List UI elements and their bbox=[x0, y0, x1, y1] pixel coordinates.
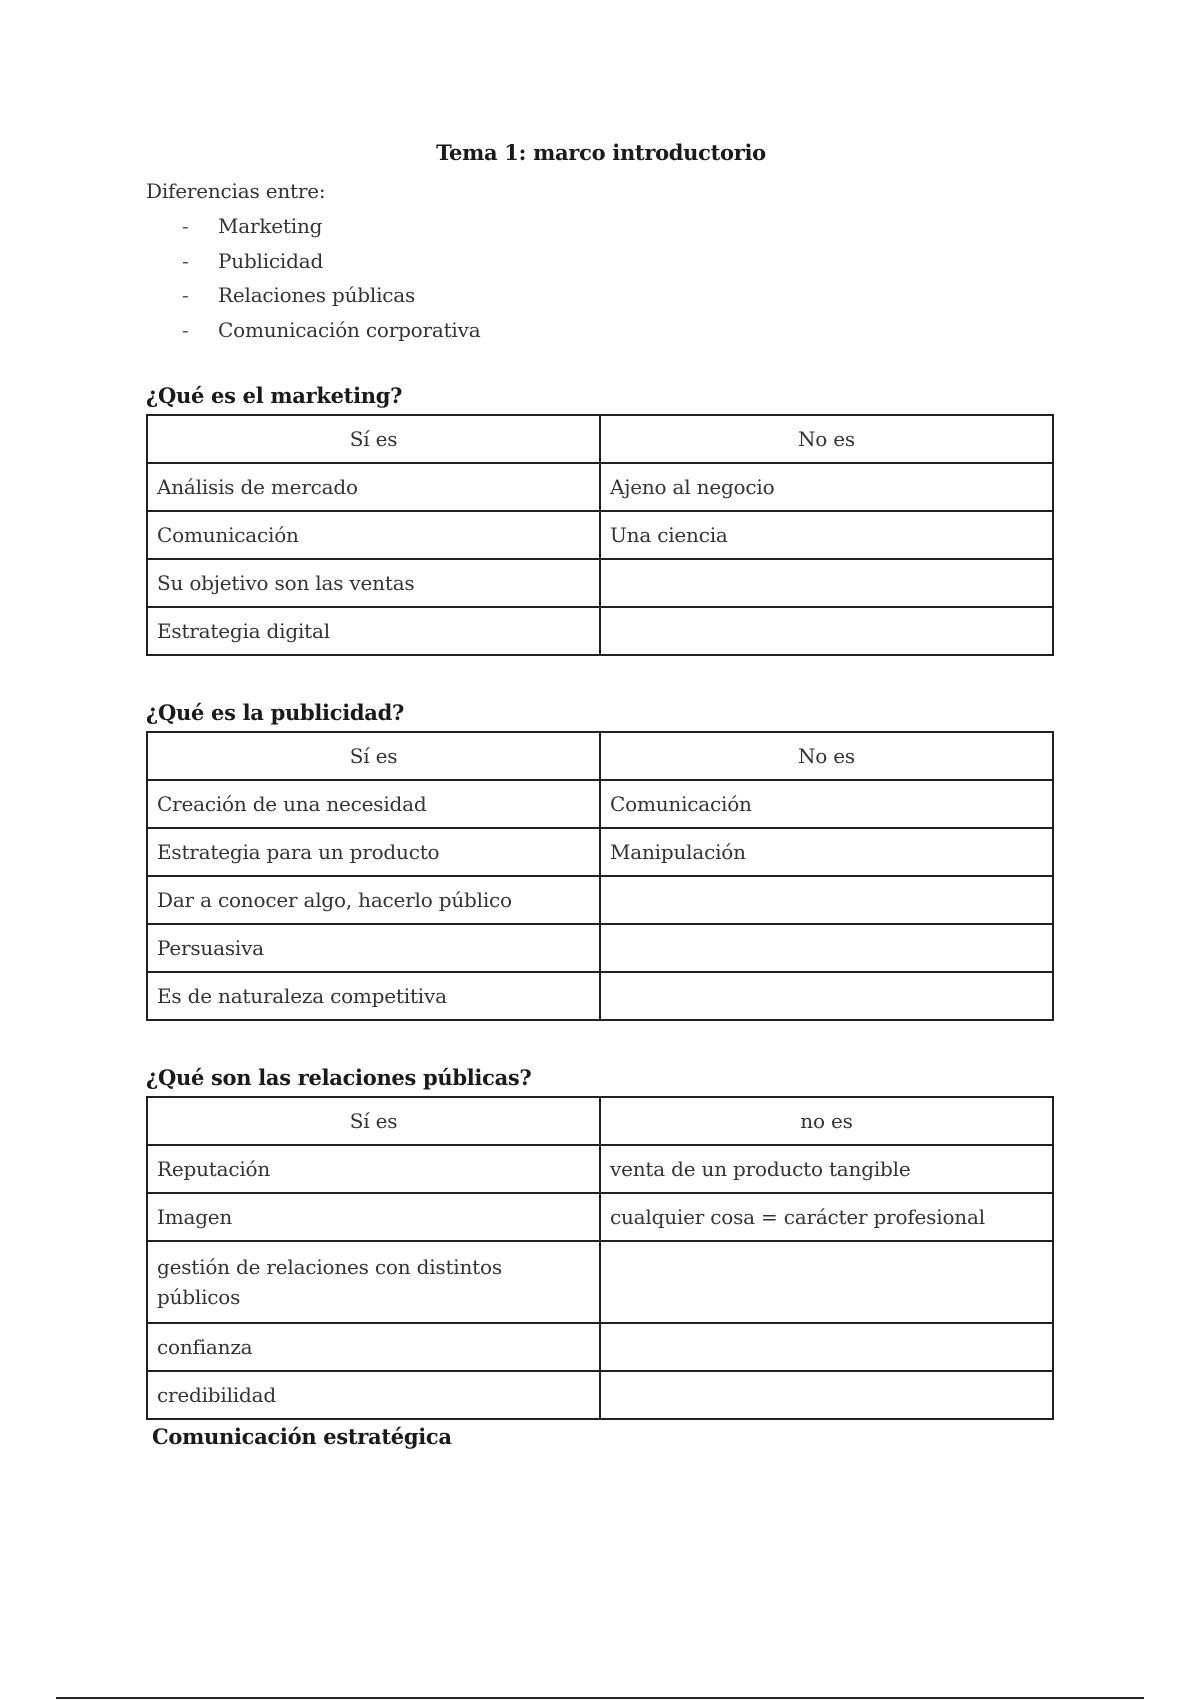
table-row bbox=[147, 1145, 1053, 1193]
marketing-heading: ¿Qué es el marketing? bbox=[146, 383, 403, 408]
table-row bbox=[147, 924, 1053, 972]
table-cell bbox=[600, 972, 1053, 1020]
table-cell: credibilidad bbox=[147, 1371, 600, 1419]
table-cell: venta de un producto tangible bbox=[600, 1145, 1053, 1193]
list-item bbox=[146, 278, 1056, 313]
document-title: Tema 1: marco introductorio bbox=[436, 140, 766, 165]
table-cell: Persuasiva bbox=[147, 924, 600, 972]
list-dash: - bbox=[182, 214, 189, 238]
list-item bbox=[146, 313, 1056, 348]
table-cell: Reputación bbox=[147, 1145, 600, 1193]
table-row bbox=[147, 828, 1053, 876]
list-dash: - bbox=[182, 283, 189, 307]
table-row bbox=[147, 511, 1053, 559]
table-cell bbox=[600, 924, 1053, 972]
list-item-label: Marketing bbox=[218, 214, 323, 238]
list-dash: - bbox=[182, 317, 189, 342]
column-header-si-es: Sí es bbox=[147, 415, 600, 463]
publicidad-table bbox=[146, 731, 1054, 1021]
table-cell: Es de naturaleza competitiva bbox=[147, 972, 600, 1020]
table-header-row bbox=[147, 1097, 1053, 1145]
table-header-row bbox=[147, 732, 1053, 780]
column-header-si-es: Sí es bbox=[147, 1097, 600, 1145]
column-header-no-es: No es bbox=[600, 732, 1053, 780]
table-cell bbox=[600, 1323, 1053, 1371]
footer-divider bbox=[56, 1697, 1144, 1699]
document-page bbox=[146, 140, 1056, 1449]
table-cell: Manipulación bbox=[600, 828, 1053, 876]
column-header-si-es: Sí es bbox=[147, 732, 600, 780]
table-cell bbox=[600, 607, 1053, 655]
relaciones-publicas-table bbox=[146, 1096, 1054, 1420]
table-row bbox=[147, 1323, 1053, 1371]
table-cell: Ajeno al negocio bbox=[600, 463, 1053, 511]
table-row bbox=[147, 463, 1053, 511]
table-row bbox=[147, 1193, 1053, 1241]
relaciones-publicas-heading: ¿Qué son las relaciones públicas? bbox=[146, 1065, 532, 1090]
table-row bbox=[147, 972, 1053, 1020]
table-row bbox=[147, 876, 1053, 924]
list-item bbox=[146, 209, 1056, 244]
column-header-no-es: No es bbox=[600, 415, 1053, 463]
closing-heading: Comunicación estratégica bbox=[152, 1424, 452, 1449]
table-cell: Estrategia para un producto bbox=[147, 828, 600, 876]
list-item-label: Comunicación corporativa bbox=[218, 317, 481, 342]
publicidad-heading: ¿Qué es la publicidad? bbox=[146, 700, 404, 725]
table-row bbox=[147, 1371, 1053, 1419]
table-cell bbox=[600, 1371, 1053, 1419]
list-item-label: Relaciones públicas bbox=[218, 283, 416, 307]
table-cell: cualquier cosa = carácter profesional bbox=[600, 1193, 1053, 1241]
table-cell: Su objetivo son las ventas bbox=[147, 559, 600, 607]
table-cell: Análisis de mercado bbox=[147, 463, 600, 511]
table-header-row bbox=[147, 415, 1053, 463]
table-cell bbox=[600, 1241, 1053, 1323]
table-row bbox=[147, 1241, 1053, 1323]
column-header-no-es: no es bbox=[600, 1097, 1053, 1145]
table-cell: confianza bbox=[147, 1323, 600, 1371]
table-cell: Dar a conocer algo, hacerlo público bbox=[147, 876, 600, 924]
table-cell: Una ciencia bbox=[600, 511, 1053, 559]
table-row bbox=[147, 559, 1053, 607]
list-item bbox=[146, 244, 1056, 279]
table-cell: Imagen bbox=[147, 1193, 600, 1241]
table-cell: Comunicación bbox=[147, 511, 600, 559]
list-item-label: Publicidad bbox=[218, 248, 324, 273]
table-cell: Creación de una necesidad bbox=[147, 780, 600, 828]
table-cell: gestión de relaciones con distintos públicos bbox=[147, 1241, 600, 1323]
differences-list bbox=[146, 209, 1056, 347]
table-row bbox=[147, 780, 1053, 828]
list-dash: - bbox=[182, 248, 189, 273]
marketing-table bbox=[146, 414, 1054, 656]
intro-text: Diferencias entre: bbox=[146, 179, 326, 203]
table-cell: Estrategia digital bbox=[147, 607, 600, 655]
table-cell bbox=[600, 876, 1053, 924]
table-row bbox=[147, 607, 1053, 655]
table-cell: Comunicación bbox=[600, 780, 1053, 828]
table-cell bbox=[600, 559, 1053, 607]
